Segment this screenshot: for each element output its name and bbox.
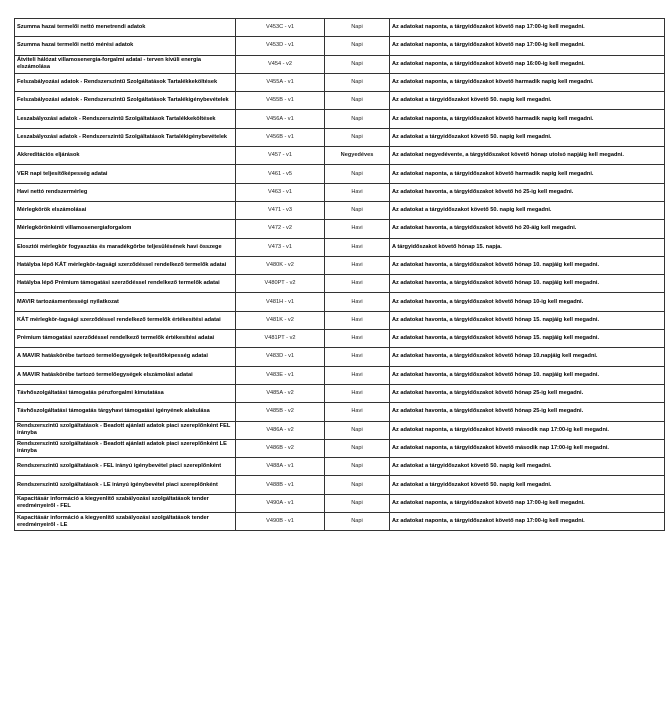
deadline-description-cell: Az adatokat naponta, a tárgyidőszakot követő nap 17:00-ig kell megadni. <box>390 19 665 37</box>
frequency-cell: Napi <box>325 128 390 146</box>
report-code-cell: V490B - v1 <box>236 513 325 531</box>
deadline-description-cell: Az adatokat a tárgyidőszakot követő 50. napig kell megadni. <box>390 458 665 476</box>
table-row <box>15 403 665 421</box>
frequency-cell: Napi <box>325 494 390 512</box>
table-row <box>15 348 665 366</box>
report-name-cell: A MAVIR hatáskörébe tartozó termelőegységek elszámolási adatai <box>15 366 236 384</box>
deadline-description-cell: Az adatokat havonta, a tárgyidőszakot követő hónap 10-ig kell megadni. <box>390 293 665 311</box>
frequency-cell: Havi <box>325 238 390 256</box>
report-name-cell: Havi nettó rendszermérleg <box>15 183 236 201</box>
report-name-cell: KÁT mérlegkör-tagsági szerződéssel rendelkező termelők értékesítési adatai <box>15 311 236 329</box>
deadline-description-cell: Az adatokat havonta, a tárgyidőszakot követő hónap 10. napjáig kell megadni. <box>390 275 665 293</box>
report-code-cell: V481PT - v2 <box>236 330 325 348</box>
deadline-description-cell: Az adatokat havonta, a tárgyidőszakot követő hónap 10. napjáig kell megadni. <box>390 256 665 274</box>
table-row <box>15 256 665 274</box>
deadline-description-cell: Az adatokat naponta, a tárgyidőszakot követő második nap 17:00-ig kell megadni. <box>390 421 665 439</box>
report-code-cell: V454 - v2 <box>236 55 325 73</box>
report-name-cell: Mérlegkörök elszámolásai <box>15 201 236 219</box>
deadline-description-cell: Az adatokat havonta, a tárgyidőszakot követő hónap 25-ig kell megadni. <box>390 384 665 402</box>
report-name-cell: Szumma hazai termelői nettó mérési adatok <box>15 37 236 55</box>
table-row <box>15 238 665 256</box>
report-name-cell: A MAVIR hatáskörébe tartozó termelőegységek teljesítőképesség adatai <box>15 348 236 366</box>
report-name-cell: Leszabályozási adatok - Rendszerszintű Szolgáltatások Tartalékkeköltések <box>15 110 236 128</box>
table-row <box>15 311 665 329</box>
table-row <box>15 476 665 494</box>
report-code-cell: V486B - v2 <box>236 439 325 457</box>
deadline-description-cell: Az adatokat havonta, a tárgyidőszakot követő hónap 10. napjáig kell megadni. <box>390 366 665 384</box>
report-code-cell: V485B - v2 <box>236 403 325 421</box>
report-code-cell: V453D - v1 <box>236 37 325 55</box>
report-code-cell: V486A - v2 <box>236 421 325 439</box>
report-name-cell: Rendszerszintű szolgáltatások - FEL irányú igénybevétel piaci szereplőnként <box>15 458 236 476</box>
report-code-cell: V488A - v1 <box>236 458 325 476</box>
frequency-cell: Havi <box>325 220 390 238</box>
report-code-cell: V456B - v1 <box>236 128 325 146</box>
report-code-cell: V483E - v1 <box>236 366 325 384</box>
frequency-cell: Havi <box>325 311 390 329</box>
deadline-description-cell: Az adatokat a tárgyidőszakot követő 50. napig kell megadni. <box>390 128 665 146</box>
frequency-cell: Napi <box>325 55 390 73</box>
deadline-description-cell: Az adatokat negyedévente, a tárgyidőszakot követő hónap utolsó napjáig kell megadni. <box>390 147 665 165</box>
table-row <box>15 366 665 384</box>
frequency-cell: Havi <box>325 256 390 274</box>
report-code-cell: V471 - v3 <box>236 201 325 219</box>
report-name-cell: Kapacitásár információ a kiegyenlítő szabályozási szolgáltatások tender eredményeiről - FEL <box>15 494 236 512</box>
report-code-cell: V480K - v2 <box>236 256 325 274</box>
frequency-cell: Napi <box>325 73 390 91</box>
deadline-description-cell: Az adatokat havonta, a tárgyidőszakot követő hó 25-ig kell megadni. <box>390 183 665 201</box>
frequency-cell: Havi <box>325 348 390 366</box>
table-row <box>15 110 665 128</box>
frequency-cell: Havi <box>325 366 390 384</box>
deadline-description-cell: Az adatokat havonta, a tárgyidőszakot követő hó 20-áig kell megadni. <box>390 220 665 238</box>
deadline-description-cell: Az adatokat a tárgyidőszakot követő 50. napig kell megadni. <box>390 476 665 494</box>
frequency-cell: Napi <box>325 476 390 494</box>
report-name-cell: Felszabályozási adatok - Rendszerszintű Szolgáltatások Tartalékkeköltések <box>15 73 236 91</box>
deadline-description-cell: Az adatokat naponta, a tárgyidőszakot követő harmadik napig kell megadni. <box>390 165 665 183</box>
report-name-cell: Akkreditációs eljárások <box>15 147 236 165</box>
report-code-cell: V456A - v1 <box>236 110 325 128</box>
frequency-cell: Havi <box>325 293 390 311</box>
table-row <box>15 201 665 219</box>
report-code-cell: V457 - v1 <box>236 147 325 165</box>
table-row <box>15 19 665 37</box>
report-name-cell: Mérlegkörönkénti villamosenergiaforgalom <box>15 220 236 238</box>
table-row <box>15 147 665 165</box>
deadline-description-cell: Az adatokat a tárgyidőszakot követő 50. napig kell megadni. <box>390 92 665 110</box>
frequency-cell: Napi <box>325 165 390 183</box>
deadline-description-cell: Az adatokat naponta, a tárgyidőszakot követő nap 17:00-ig kell megadni. <box>390 37 665 55</box>
report-code-cell: V490A - v1 <box>236 494 325 512</box>
frequency-cell: Havi <box>325 403 390 421</box>
report-code-cell: V488B - v1 <box>236 476 325 494</box>
deadline-description-cell: Az adatokat naponta, a tárgyidőszakot követő nap 16:00-ig kell megadni. <box>390 55 665 73</box>
report-code-cell: V485A - v2 <box>236 384 325 402</box>
table-row <box>15 384 665 402</box>
table-row <box>15 513 665 531</box>
frequency-cell: Havi <box>325 330 390 348</box>
report-code-cell: V481H - v1 <box>236 293 325 311</box>
table-row <box>15 73 665 91</box>
table-row <box>15 55 665 73</box>
frequency-cell: Napi <box>325 439 390 457</box>
table-row <box>15 439 665 457</box>
report-name-cell: Felszabályozási adatok - Rendszerszintű Szolgáltatások Tartalékigénybevételek <box>15 92 236 110</box>
report-code-cell: V455B - v1 <box>236 92 325 110</box>
deadline-description-cell: Az adatokat naponta, a tárgyidőszakot követő harmadik napig kell megadni. <box>390 110 665 128</box>
report-name-cell: Kapacitásár információ a kiegyenlítő szabályozási szolgáltatások tender eredményeiről - LE <box>15 513 236 531</box>
frequency-cell: Napi <box>325 92 390 110</box>
table-row <box>15 128 665 146</box>
report-code-cell: V453C - v1 <box>236 19 325 37</box>
report-name-cell: Elosztói mérlegkör fogyasztás és maradékgörbe teljesülésének havi összege <box>15 238 236 256</box>
report-code-cell: V481K - v2 <box>236 311 325 329</box>
report-name-cell: Távhőszolgáltatási támogatás pénzforgalmi kimutatása <box>15 384 236 402</box>
table-row <box>15 92 665 110</box>
deadline-description-cell: Az adatokat a tárgyidőszakot követő 50. napig kell megadni. <box>390 201 665 219</box>
report-name-cell: Rendszerszintű szolgáltatások - Beadott ajánlati adatok piaci szereplőnként LE irányba <box>15 439 236 457</box>
report-code-cell: V463 - v1 <box>236 183 325 201</box>
frequency-cell: Napi <box>325 458 390 476</box>
table-row <box>15 220 665 238</box>
deadline-description-cell: Az adatokat naponta, a tárgyidőszakot követő nap 17:00-ig kell megadni. <box>390 513 665 531</box>
frequency-cell: Napi <box>325 201 390 219</box>
deadline-description-cell: Az adatokat naponta, a tárgyidőszakot követő harmadik napig kell megadni. <box>390 73 665 91</box>
frequency-cell: Napi <box>325 19 390 37</box>
table-row <box>15 494 665 512</box>
table-row <box>15 293 665 311</box>
table-row <box>15 275 665 293</box>
deadline-description-cell: Az adatokat havonta, a tárgyidőszakot követő hónap 15. napjáig kell megadni. <box>390 311 665 329</box>
data-reporting-table <box>14 18 665 531</box>
report-name-cell: Hatályba lépő Prémium támogatási szerződéssel rendelkező termelők adatai <box>15 275 236 293</box>
table-row <box>15 421 665 439</box>
table-body <box>15 19 665 531</box>
deadline-description-cell: Az adatokat naponta, a tárgyidőszakot követő második nap 17:00-ig kell megadni. <box>390 439 665 457</box>
deadline-description-cell: Az adatokat naponta, a tárgyidőszakot követő nap 17:00-ig kell megadni. <box>390 494 665 512</box>
report-name-cell: Szumma hazai termelői nettó menetrendi adatok <box>15 19 236 37</box>
report-name-cell: Rendszerszintű szolgáltatások - Beadott ajánlati adatok piaci szereplőnként FEL irányba <box>15 421 236 439</box>
table-row <box>15 37 665 55</box>
frequency-cell: Napi <box>325 513 390 531</box>
report-code-cell: V472 - v2 <box>236 220 325 238</box>
report-code-cell: V455A - v1 <box>236 73 325 91</box>
deadline-description-cell: Az adatokat havonta, a tárgyidőszakot követő hónap 10.napjáig kell megadni. <box>390 348 665 366</box>
document-page <box>14 18 654 531</box>
report-name-cell: Prémium támogatási szerződéssel rendelkező termelők értékesítési adatai <box>15 330 236 348</box>
report-name-cell: Rendszerszintű szolgáltatások - LE irányú igénybevétel piaci szereplőnként <box>15 476 236 494</box>
frequency-cell: Napi <box>325 110 390 128</box>
report-name-cell: Távhőszolgáltatási támogatás tárgyhavi támogatási igényének alakulása <box>15 403 236 421</box>
frequency-cell: Havi <box>325 384 390 402</box>
table-row <box>15 165 665 183</box>
report-code-cell: V473 - v1 <box>236 238 325 256</box>
table-row <box>15 330 665 348</box>
report-name-cell: Leszabályozási adatok - Rendszerszintű Szolgáltatások Tartalékigénybevételek <box>15 128 236 146</box>
frequency-cell: Havi <box>325 183 390 201</box>
report-code-cell: V480PT - v2 <box>236 275 325 293</box>
frequency-cell: Havi <box>325 275 390 293</box>
report-code-cell: V461 - v5 <box>236 165 325 183</box>
report-code-cell: V483D - v1 <box>236 348 325 366</box>
frequency-cell: Napi <box>325 421 390 439</box>
deadline-description-cell: A tárgyidőszakot követő hónap 15. napja. <box>390 238 665 256</box>
deadline-description-cell: Az adatokat havonta, a tárgyidőszakot követő hónap 15. napjáig kell megadni. <box>390 330 665 348</box>
report-name-cell: Átviteli hálózat villamosenergia-forgalmi adatai - terven kívüli energia elszámolása <box>15 55 236 73</box>
frequency-cell: Negyedéves <box>325 147 390 165</box>
deadline-description-cell: Az adatokat havonta, a tárgyidőszakot követő hónap 25-ig kell megadni. <box>390 403 665 421</box>
frequency-cell: Napi <box>325 37 390 55</box>
report-name-cell: Hatályba lépő KÁT mérlegkör-tagsági szerződéssel rendelkező termelők adatai <box>15 256 236 274</box>
table-row <box>15 458 665 476</box>
table-row <box>15 183 665 201</box>
report-name-cell: MAVIR tartozásmentességi nyilatkozat <box>15 293 236 311</box>
report-name-cell: VER napi teljesítőképesség adatai <box>15 165 236 183</box>
